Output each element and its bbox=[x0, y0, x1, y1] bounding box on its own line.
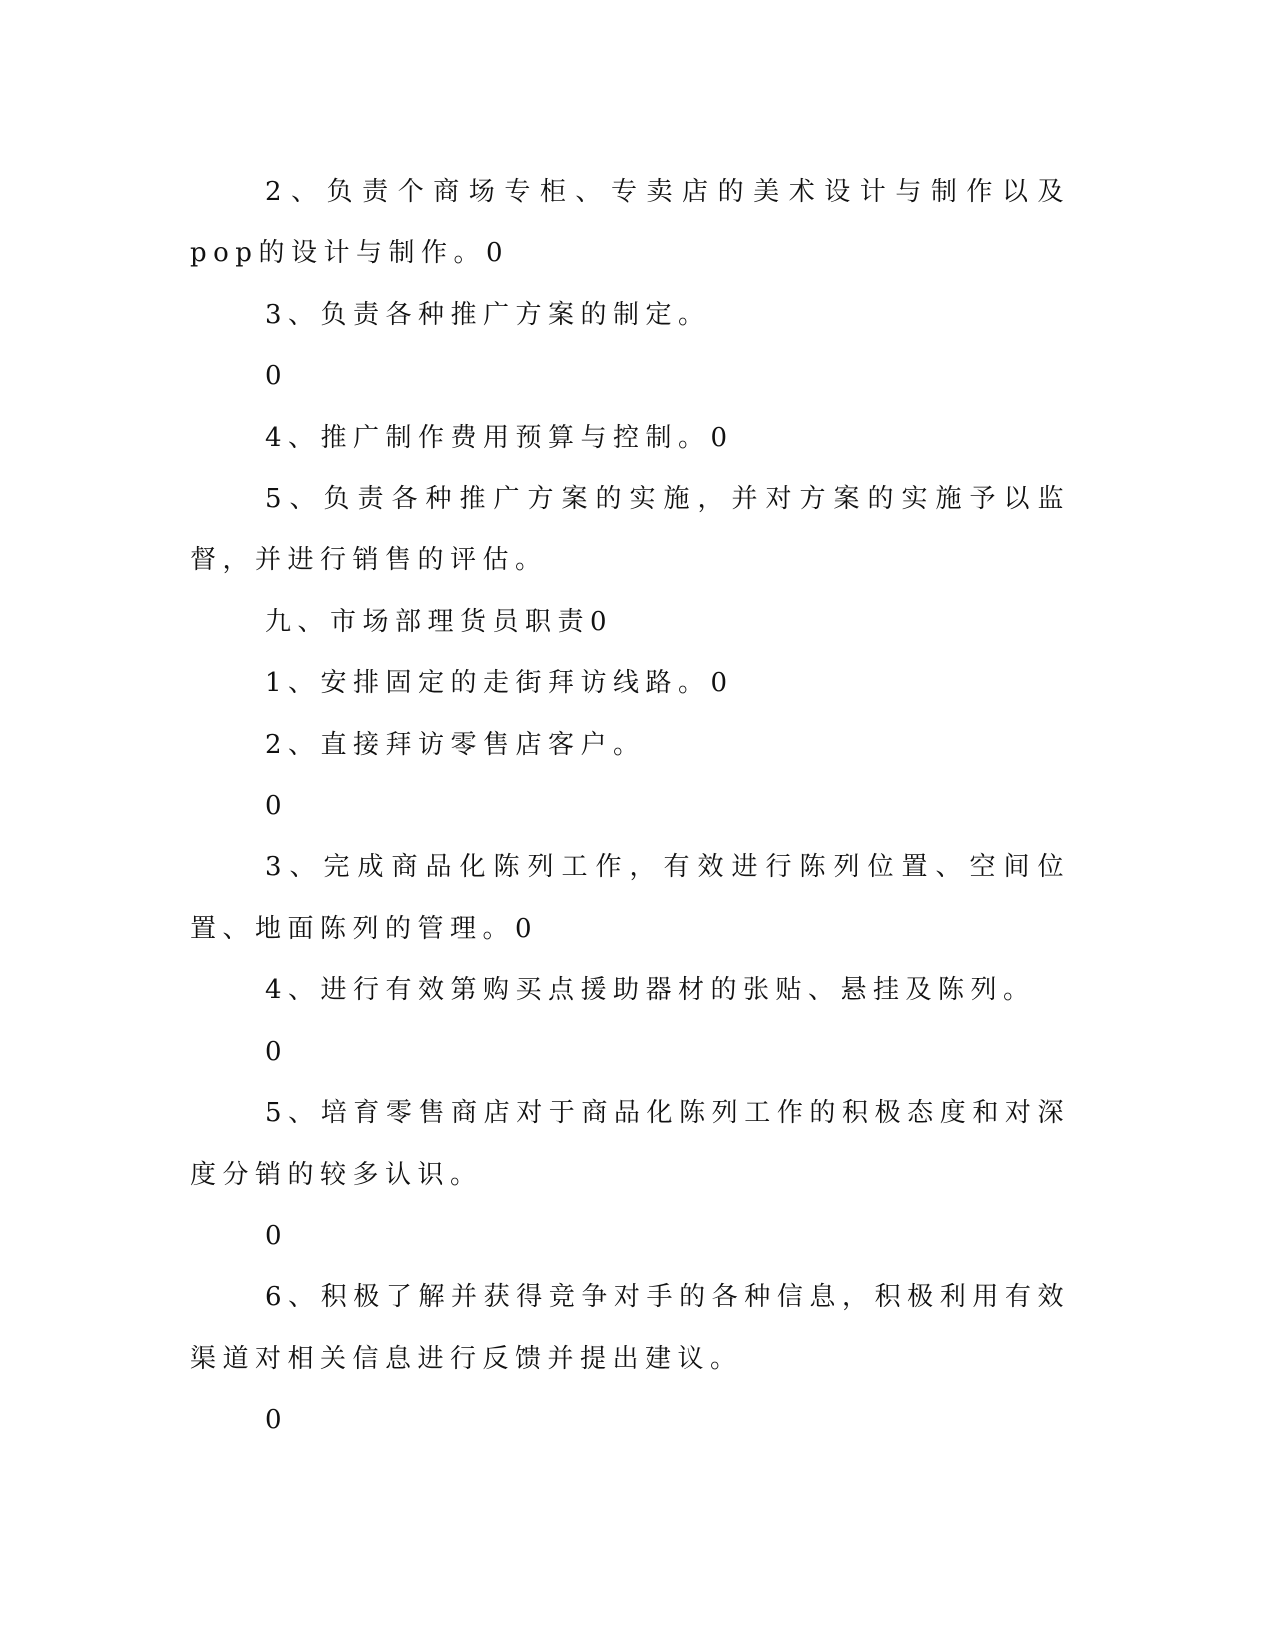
paragraph-13: 5、培育零售商店对于商品化陈列工作的积极态度和对深度分销的较多认识。 bbox=[190, 1098, 1070, 1190]
paragraph-1: 2、负责个商场专柜、专卖店的美术设计与制作以及pop的设计与制作。0 bbox=[190, 177, 1070, 269]
paragraph-7: 1、安排固定的走街拜访线路。0 bbox=[265, 668, 734, 699]
paragraph-14: 0 bbox=[265, 1220, 289, 1251]
paragraph-10: 3、完成商品化陈列工作，有效进行陈列位置、空间位置、地面陈列的管理。0 bbox=[190, 852, 1070, 944]
paragraph-15: 6、积极了解并获得竞争对手的各种信息，积极利用有效渠道对相关信息进行反馈并提出建议。 bbox=[190, 1282, 1070, 1374]
paragraph-9: 0 bbox=[265, 791, 289, 822]
paragraph-5: 5、负责各种推广方案的实施，并对方案的实施予以监督，并进行销售的评估。 bbox=[190, 484, 1070, 576]
paragraph-12: 0 bbox=[265, 1036, 289, 1067]
document-body bbox=[190, 162, 1070, 1452]
paragraph-2: 3、负责各种推广方案的制定。 bbox=[265, 299, 711, 330]
paragraph-4: 4、推广制作费用预算与控制。0 bbox=[265, 422, 734, 453]
section-heading-9: 九、市场部理货员职责0 bbox=[265, 606, 614, 637]
paragraph-16: 0 bbox=[265, 1405, 289, 1436]
paragraph-8: 2、直接拜访零售店客户。 bbox=[265, 729, 646, 760]
paragraph-3: 0 bbox=[265, 361, 289, 392]
paragraph-11: 4、进行有效第购买点援助器材的张贴、悬挂及陈列。 bbox=[265, 975, 1036, 1006]
